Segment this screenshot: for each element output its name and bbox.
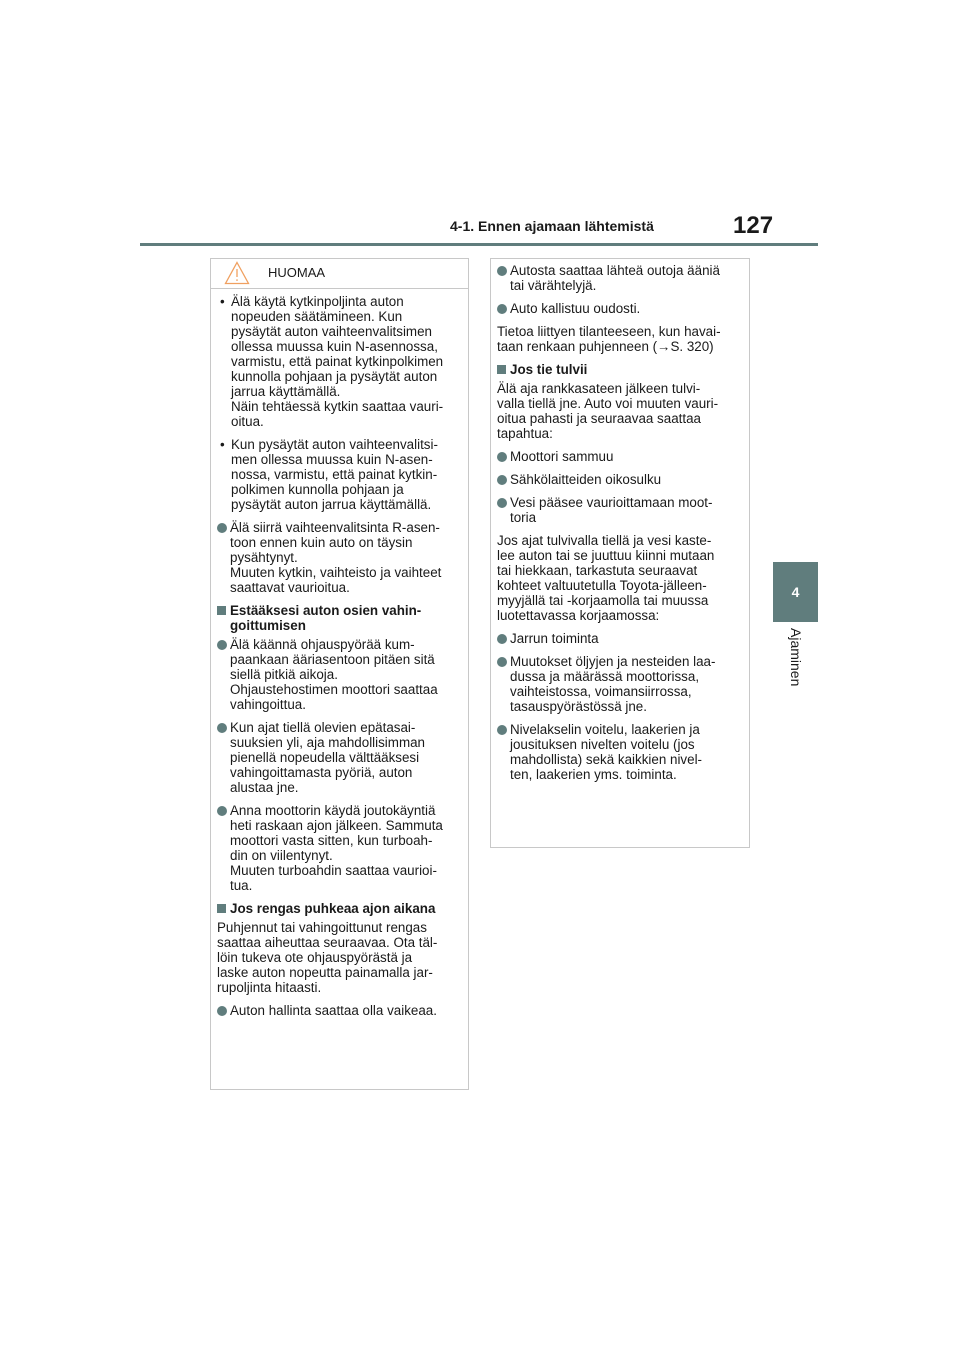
text-line: Ohjaustehostimen moottori saattaa <box>230 682 438 697</box>
text-line: nossa, varmistu, että painat kytkin- <box>231 467 438 482</box>
text-line: Kun ajat tiellä olevien epätasai- <box>230 720 416 735</box>
text-lines <box>230 720 460 795</box>
text-lines <box>497 381 741 441</box>
text-line: Näin tehtäessä kytkin saattaa vauri- <box>231 399 444 414</box>
circle-bullet-icon <box>497 634 507 644</box>
section-heading <box>497 362 741 377</box>
text-line: polkimen kunnolla pohjaan ja <box>231 482 404 497</box>
text-line: oitua. <box>231 414 264 429</box>
text-line: Vesi pääsee vaurioittamaan moot- <box>510 495 713 510</box>
text-line: pysäytät auton jarrua käyttämällä. <box>231 497 432 512</box>
section-header-title: 4-1. Ennen ajamaan lähtemistä <box>450 218 654 234</box>
text-lines <box>510 472 741 487</box>
notice-body <box>211 289 468 1018</box>
circle-bullet-icon <box>217 1006 227 1016</box>
text-line: Muutokset öljyjen ja nesteiden laa- <box>510 654 716 669</box>
text-line: ten, laakerien yms. toiminta. <box>510 767 677 782</box>
text-line: tai hiekkaan, tarkastuta seuraavat <box>497 563 698 578</box>
text-line: suuksien yli, aja mahdollisimman <box>230 735 425 750</box>
circle-bullet-icon <box>217 806 227 816</box>
text-lines <box>510 301 741 316</box>
text-line: vahingoittamasta pyöriä, auton <box>230 765 413 780</box>
text-line: Jos ajat tulvivalla tiellä ja vesi kaste- <box>497 533 712 548</box>
text-line: siellä pitkiä aikoja. <box>230 667 338 682</box>
text-line: Autosta saattaa lähteä outoja ääniä <box>510 263 720 278</box>
text-line: dussa ja määrässä moottorissa, <box>510 669 700 684</box>
text-line: mahdollista) sekä kaikkien nivel- <box>510 752 703 767</box>
chapter-label: Ajaminen <box>788 628 804 687</box>
text-lines <box>510 495 741 525</box>
circle-bullet-icon <box>497 304 507 314</box>
notice-bullet-item <box>217 1003 460 1018</box>
text-lines <box>230 901 460 916</box>
circle-bullet-icon <box>497 498 507 508</box>
square-bullet-icon <box>217 606 226 615</box>
notice-bullet-item <box>497 654 741 714</box>
text-line: Kun pysäytät auton vaihteenvalitsi- <box>231 437 438 452</box>
circle-bullet-icon <box>217 523 227 533</box>
notice-bullet-item <box>497 722 741 782</box>
text-line: ollessa muussa kuin N-asennossa, <box>231 339 438 354</box>
text-line: nopeuden säätämineen. Kun <box>231 309 403 324</box>
text-line: saattaa aiheuttaa seuraavaa. Ota täl- <box>217 935 438 950</box>
text-line: pienellä nopeudella välttääksesi <box>230 750 420 765</box>
text-line: Puhjennut tai vahingoittunut rengas <box>217 920 427 935</box>
notice-title: HUOMAA <box>268 265 326 280</box>
text-lines <box>510 631 741 646</box>
dash-bullet-icon: • <box>220 437 225 452</box>
notice-bullet-item <box>497 631 741 646</box>
text-line: Nivelakselin voitelu, laakerien ja <box>510 722 700 737</box>
circle-bullet-icon <box>217 640 227 650</box>
text-line: valla tiellä jne. Auto voi muuten vauri- <box>497 396 719 411</box>
notice-bullet-item <box>497 263 741 293</box>
continued-notice-box <box>490 258 750 848</box>
text-lines <box>217 920 460 995</box>
text-lines <box>510 722 741 782</box>
notice-bullet-item <box>497 495 741 525</box>
notice-bullet-item <box>217 720 460 795</box>
circle-bullet-icon <box>497 657 507 667</box>
square-bullet-icon <box>217 904 226 913</box>
text-line: rupoljinta hitaasti. <box>217 980 322 995</box>
text-lines <box>230 1003 460 1018</box>
text-line: toon ennen kuin auto on täysin <box>230 535 413 550</box>
text-line: Jos rengas puhkeaa ajon aikana <box>230 901 436 916</box>
text-line: Anna moottorin käydä joutokäyntiä <box>230 803 436 818</box>
text-line: Jarrun toiminta <box>510 631 599 646</box>
text-lines <box>497 533 741 623</box>
text-line: Estääksesi auton osien vahin- <box>230 603 422 618</box>
text-line: Älä aja rankkasateen jälkeen tulvi- <box>497 381 701 396</box>
text-line: lee auton tai se juuttuu kiinni mutaan <box>497 548 715 563</box>
text-line: Sähkölaitteiden oikosulku <box>510 472 662 487</box>
circle-bullet-icon <box>497 452 507 462</box>
notice-header <box>211 259 468 289</box>
section-heading <box>217 901 460 916</box>
text-line: Älä käännä ohjauspyörää kum- <box>230 637 415 652</box>
text-line: heti raskaan ajon jälkeen. Sammuta <box>230 818 443 833</box>
circle-bullet-icon <box>497 266 507 276</box>
notice-dash-item <box>217 437 460 512</box>
text-line: Muuten kytkin, vaihteisto ja vaihteet <box>230 565 442 580</box>
text-line: tasauspyörästössä jne. <box>510 699 647 714</box>
text-line: vaihteistossa, voimansiirrossa, <box>510 684 692 699</box>
text-lines <box>230 803 460 893</box>
text-lines <box>510 362 741 377</box>
text-line: Tietoa liittyen tilanteeseen, kun havai- <box>497 324 721 339</box>
paragraph <box>497 381 741 441</box>
notice-bullet-item <box>217 637 460 712</box>
chapter-number: 4 <box>791 584 800 600</box>
circle-bullet-icon <box>217 723 227 733</box>
page-number: 127 <box>733 212 774 239</box>
text-lines <box>231 437 460 512</box>
text-line: Muuten turboahdin saattaa vaurioi- <box>230 863 437 878</box>
text-line: jousituksen nivelten voitelu (jos <box>510 737 695 752</box>
text-line: laske auton nopeutta painamalla jar- <box>217 965 433 980</box>
text-line: taan renkaan puhjenneen (→S. 320) <box>497 339 714 354</box>
text-line: saattavat vaurioitua. <box>230 580 350 595</box>
chapter-tab <box>773 562 818 622</box>
notice-bullet-item <box>497 301 741 316</box>
paragraph <box>217 920 460 995</box>
circle-bullet-icon <box>497 725 507 735</box>
text-line: moottori vasta sitten, kun turboah- <box>230 833 433 848</box>
text-line: tapahtua: <box>497 426 553 441</box>
notice-dash-item <box>217 294 460 429</box>
text-line: Moottori sammuu <box>510 449 614 464</box>
text-lines <box>497 324 741 354</box>
text-line: löin tukeva ote ohjauspyörästä ja <box>217 950 413 965</box>
text-line: toria <box>510 510 537 525</box>
text-line: Auton hallinta saattaa olla vaikeaa. <box>230 1003 437 1018</box>
text-lines <box>510 263 741 293</box>
notice-bullet-item <box>217 803 460 893</box>
text-line: pysäytät auton vaihteenvalitsimen <box>231 324 432 339</box>
notice-bullet-item <box>497 472 741 487</box>
text-line: men ollessa muussa kuin N-asen- <box>231 452 433 467</box>
text-lines <box>510 449 741 464</box>
text-line: tua. <box>230 878 253 893</box>
text-line: oitua pahasti ja seuraavaa saattaa <box>497 411 701 426</box>
section-heading <box>217 603 460 633</box>
text-line: din on viilentynyt. <box>230 848 333 863</box>
square-bullet-icon <box>497 365 506 374</box>
notice-bullet-item <box>497 449 741 464</box>
text-lines <box>230 603 460 633</box>
dash-bullet-icon: • <box>220 294 225 309</box>
header-divider <box>140 243 818 246</box>
text-line: paankaan ääriasentoon pitäen sitä <box>230 652 435 667</box>
text-line: Auto kallistuu oudosti. <box>510 301 641 316</box>
paragraph <box>497 324 741 354</box>
text-lines <box>230 520 460 595</box>
text-line: varmistu, että painat kytkinpolkimen <box>231 354 444 369</box>
text-line: kunnolla pohjaan ja pysäytät auton <box>231 369 438 384</box>
text-lines <box>510 654 741 714</box>
text-line: jarrua käyttämällä. <box>231 384 341 399</box>
text-line: tai värähtelyjä. <box>510 278 597 293</box>
text-line: myyjällä tai -korjaamolla tai muussa <box>497 593 709 608</box>
text-line: pysähtynyt. <box>230 550 298 565</box>
text-line: kohteet valtuutetulla Toyota-jälleen- <box>497 578 707 593</box>
text-line: vahingoittua. <box>230 697 306 712</box>
warning-triangle-icon <box>224 261 250 285</box>
text-line: Älä siirrä vaihteenvalitsinta R-asen- <box>230 520 440 535</box>
text-line: Älä käytä kytkinpoljinta auton <box>231 294 404 309</box>
paragraph <box>497 533 741 623</box>
text-line: Jos tie tulvii <box>510 362 588 377</box>
text-line: alustaa jne. <box>230 780 299 795</box>
text-lines <box>231 294 460 429</box>
text-lines <box>230 637 460 712</box>
text-line: goittumisen <box>230 618 306 633</box>
circle-bullet-icon <box>497 475 507 485</box>
notice-box <box>210 258 469 1090</box>
text-line: luotettavassa korjaamossa: <box>497 608 660 623</box>
notice-bullet-item <box>217 520 460 595</box>
